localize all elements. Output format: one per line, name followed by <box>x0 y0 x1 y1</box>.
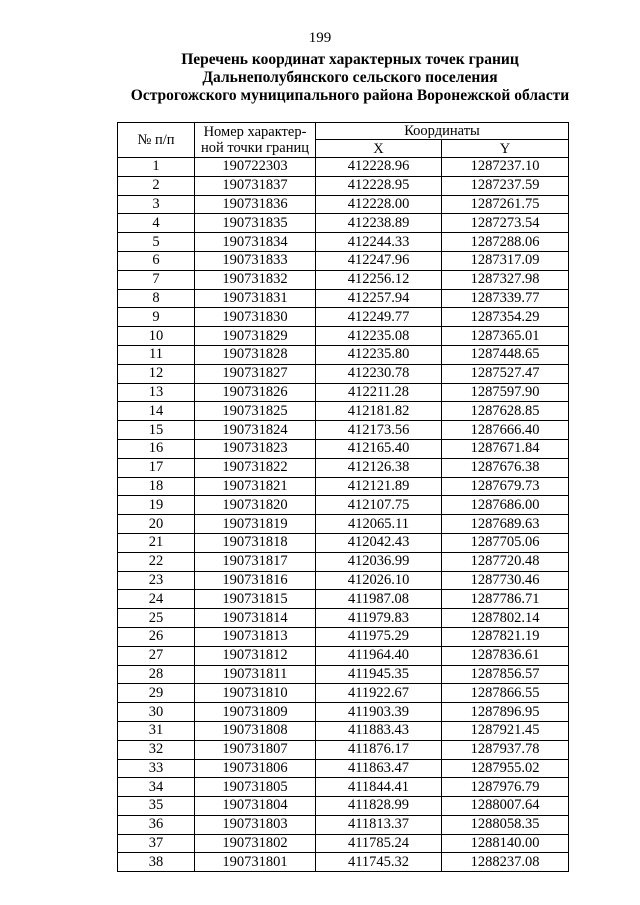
table-row <box>118 571 569 590</box>
cell-x: 412228.96 <box>316 158 442 177</box>
cell-y: 1287628.85 <box>442 402 569 421</box>
table-row <box>118 176 569 195</box>
table-row <box>118 364 569 383</box>
cell-point-id: 190731816 <box>195 571 316 590</box>
table-row <box>118 590 569 609</box>
table-body <box>118 158 569 872</box>
cell-point-id: 190731811 <box>195 665 316 684</box>
header-number: № п/п <box>118 123 195 158</box>
cell-x: 411964.40 <box>316 646 442 665</box>
table-row <box>118 402 569 421</box>
cell-y: 1287671.84 <box>442 439 569 458</box>
cell-y: 1288058.35 <box>442 815 569 834</box>
cell-number: 26 <box>118 627 195 646</box>
table-row <box>118 684 569 703</box>
cell-point-id: 190731804 <box>195 797 316 816</box>
cell-point-id: 190731830 <box>195 308 316 327</box>
cell-y: 1287705.06 <box>442 533 569 552</box>
cell-x: 412181.82 <box>316 402 442 421</box>
cell-point-id: 190731824 <box>195 421 316 440</box>
cell-y: 1287273.54 <box>442 214 569 233</box>
cell-point-id: 190731813 <box>195 627 316 646</box>
cell-point-id: 190731823 <box>195 439 316 458</box>
page-number: 199 <box>308 30 332 46</box>
table-row <box>118 797 569 816</box>
cell-x: 412165.40 <box>316 439 442 458</box>
cell-number: 1 <box>118 158 195 177</box>
cell-number: 22 <box>118 552 195 571</box>
table-row <box>118 665 569 684</box>
cell-y: 1287896.95 <box>442 703 569 722</box>
cell-y: 1287866.55 <box>442 684 569 703</box>
cell-point-id: 190731826 <box>195 383 316 402</box>
cell-number: 15 <box>118 421 195 440</box>
cell-number: 10 <box>118 327 195 346</box>
cell-x: 412235.80 <box>316 345 442 364</box>
cell-x: 412211.28 <box>316 383 442 402</box>
cell-y: 1288237.08 <box>442 853 569 872</box>
cell-y: 1287666.40 <box>442 421 569 440</box>
cell-y: 1287317.09 <box>442 251 569 270</box>
cell-y: 1287237.10 <box>442 158 569 177</box>
cell-number: 12 <box>118 364 195 383</box>
cell-number: 32 <box>118 740 195 759</box>
cell-y: 1287339.77 <box>442 289 569 308</box>
cell-number: 31 <box>118 721 195 740</box>
table-row <box>118 778 569 797</box>
cell-point-id: 190731832 <box>195 270 316 289</box>
table-row <box>118 383 569 402</box>
cell-x: 411844.41 <box>316 778 442 797</box>
table-row <box>118 721 569 740</box>
cell-point-id: 190731820 <box>195 496 316 515</box>
cell-number: 35 <box>118 797 195 816</box>
cell-point-id: 190731814 <box>195 609 316 628</box>
table-row <box>118 195 569 214</box>
cell-y: 1287821.19 <box>442 627 569 646</box>
cell-number: 14 <box>118 402 195 421</box>
cell-y: 1288007.64 <box>442 797 569 816</box>
table-row <box>118 533 569 552</box>
table-row <box>118 327 569 346</box>
table-row <box>118 158 569 177</box>
cell-y: 1287327.98 <box>442 270 569 289</box>
cell-x: 411922.67 <box>316 684 442 703</box>
table-row <box>118 251 569 270</box>
cell-x: 411987.08 <box>316 590 442 609</box>
cell-number: 36 <box>118 815 195 834</box>
cell-point-id: 190731809 <box>195 703 316 722</box>
cell-y: 1287730.46 <box>442 571 569 590</box>
cell-number: 38 <box>118 853 195 872</box>
table-row <box>118 740 569 759</box>
cell-number: 19 <box>118 496 195 515</box>
cell-point-id: 190731827 <box>195 364 316 383</box>
cell-point-id: 190731808 <box>195 721 316 740</box>
cell-y: 1287955.02 <box>442 759 569 778</box>
table-row <box>118 815 569 834</box>
cell-number: 30 <box>118 703 195 722</box>
header-point <box>195 123 316 158</box>
cell-point-id: 190731817 <box>195 552 316 571</box>
table-row <box>118 308 569 327</box>
cell-point-id: 190731819 <box>195 515 316 534</box>
cell-number: 28 <box>118 665 195 684</box>
table-row <box>118 853 569 872</box>
cell-point-id: 190722303 <box>195 158 316 177</box>
table-row <box>118 496 569 515</box>
cell-point-id: 190731818 <box>195 533 316 552</box>
cell-x: 412036.99 <box>316 552 442 571</box>
cell-number: 8 <box>118 289 195 308</box>
cell-y: 1287937.78 <box>442 740 569 759</box>
cell-number: 18 <box>118 477 195 496</box>
cell-y: 1287802.14 <box>442 609 569 628</box>
cell-number: 16 <box>118 439 195 458</box>
cell-point-id: 190731828 <box>195 345 316 364</box>
header-x: X <box>316 140 442 158</box>
cell-x: 412230.78 <box>316 364 442 383</box>
cell-point-id: 190731805 <box>195 778 316 797</box>
cell-x: 411903.39 <box>316 703 442 722</box>
table-row <box>118 439 569 458</box>
cell-x: 412247.96 <box>316 251 442 270</box>
table-row <box>118 289 569 308</box>
cell-y: 1287261.75 <box>442 195 569 214</box>
header-y: Y <box>442 140 569 158</box>
cell-number: 13 <box>118 383 195 402</box>
cell-number: 23 <box>118 571 195 590</box>
cell-y: 1288140.00 <box>442 834 569 853</box>
cell-number: 3 <box>118 195 195 214</box>
cell-number: 5 <box>118 233 195 252</box>
cell-number: 34 <box>118 778 195 797</box>
cell-y: 1287365.01 <box>442 327 569 346</box>
header-point-line: Номер характер- <box>203 124 307 140</box>
cell-x: 411945.35 <box>316 665 442 684</box>
coordinates-table <box>117 122 569 872</box>
cell-point-id: 190731806 <box>195 759 316 778</box>
cell-y: 1287679.73 <box>442 477 569 496</box>
table-row <box>118 214 569 233</box>
title-line: Дальнеполубянского сельского поселения <box>202 69 498 86</box>
table-row <box>118 458 569 477</box>
cell-x: 412042.43 <box>316 533 442 552</box>
cell-x: 412228.00 <box>316 195 442 214</box>
cell-point-id: 190731810 <box>195 684 316 703</box>
table-row <box>118 345 569 364</box>
cell-number: 11 <box>118 345 195 364</box>
cell-number: 6 <box>118 251 195 270</box>
cell-x: 412244.33 <box>316 233 442 252</box>
cell-point-id: 190731812 <box>195 646 316 665</box>
cell-y: 1287836.61 <box>442 646 569 665</box>
table-row <box>118 477 569 496</box>
cell-y: 1287676.38 <box>442 458 569 477</box>
cell-number: 37 <box>118 834 195 853</box>
cell-y: 1287786.71 <box>442 590 569 609</box>
cell-point-id: 190731837 <box>195 176 316 195</box>
table-header-row <box>118 123 569 140</box>
cell-number: 20 <box>118 515 195 534</box>
cell-y: 1287856.57 <box>442 665 569 684</box>
cell-y: 1287237.59 <box>442 176 569 195</box>
cell-x: 412257.94 <box>316 289 442 308</box>
cell-x: 412026.10 <box>316 571 442 590</box>
table-row <box>118 759 569 778</box>
cell-point-id: 190731807 <box>195 740 316 759</box>
cell-number: 21 <box>118 533 195 552</box>
cell-point-id: 190731803 <box>195 815 316 834</box>
cell-number: 24 <box>118 590 195 609</box>
cell-point-id: 190731835 <box>195 214 316 233</box>
cell-y: 1287689.63 <box>442 515 569 534</box>
cell-point-id: 190731836 <box>195 195 316 214</box>
cell-number: 25 <box>118 609 195 628</box>
cell-point-id: 190731825 <box>195 402 316 421</box>
table-row <box>118 515 569 534</box>
cell-x: 411975.29 <box>316 627 442 646</box>
cell-y: 1287448.65 <box>442 345 569 364</box>
document-title <box>0 51 640 105</box>
cell-y: 1287976.79 <box>442 778 569 797</box>
cell-x: 412235.08 <box>316 327 442 346</box>
cell-point-id: 190731831 <box>195 289 316 308</box>
cell-number: 4 <box>118 214 195 233</box>
cell-number: 9 <box>118 308 195 327</box>
cell-number: 33 <box>118 759 195 778</box>
header-coordinates: Координаты <box>316 123 569 140</box>
table-row <box>118 627 569 646</box>
cell-x: 412065.11 <box>316 515 442 534</box>
cell-point-id: 190731829 <box>195 327 316 346</box>
cell-x: 412107.75 <box>316 496 442 515</box>
table-row <box>118 552 569 571</box>
cell-x: 411745.32 <box>316 853 442 872</box>
cell-x: 412228.95 <box>316 176 442 195</box>
cell-x: 411813.37 <box>316 815 442 834</box>
cell-y: 1287527.47 <box>442 364 569 383</box>
cell-number: 29 <box>118 684 195 703</box>
cell-x: 411979.83 <box>316 609 442 628</box>
cell-y: 1287921.45 <box>442 721 569 740</box>
cell-point-id: 190731833 <box>195 251 316 270</box>
table-row <box>118 233 569 252</box>
table-row <box>118 609 569 628</box>
cell-point-id: 190731815 <box>195 590 316 609</box>
table-row <box>118 703 569 722</box>
cell-y: 1287720.48 <box>442 552 569 571</box>
cell-point-id: 190731822 <box>195 458 316 477</box>
cell-x: 411876.17 <box>316 740 442 759</box>
cell-point-id: 190731821 <box>195 477 316 496</box>
table-row <box>118 270 569 289</box>
cell-point-id: 190731801 <box>195 853 316 872</box>
cell-number: 2 <box>118 176 195 195</box>
cell-y: 1287288.06 <box>442 233 569 252</box>
header-point-line: ной точки границ <box>200 140 310 156</box>
cell-x: 412126.38 <box>316 458 442 477</box>
title-line: Перечень координат характерных точек границ <box>181 51 519 68</box>
cell-x: 412121.89 <box>316 477 442 496</box>
title-line: Острогожского муниципального района Воронежской области <box>130 87 570 104</box>
cell-number: 7 <box>118 270 195 289</box>
cell-x: 412173.56 <box>316 421 442 440</box>
table-row <box>118 834 569 853</box>
cell-number: 17 <box>118 458 195 477</box>
cell-y: 1287354.29 <box>442 308 569 327</box>
table-row <box>118 421 569 440</box>
table-row <box>118 646 569 665</box>
cell-number: 27 <box>118 646 195 665</box>
cell-x: 412256.12 <box>316 270 442 289</box>
cell-x: 412249.77 <box>316 308 442 327</box>
cell-x: 411863.47 <box>316 759 442 778</box>
cell-point-id: 190731834 <box>195 233 316 252</box>
cell-point-id: 190731802 <box>195 834 316 853</box>
cell-x: 411785.24 <box>316 834 442 853</box>
cell-x: 411883.43 <box>316 721 442 740</box>
cell-x: 411828.99 <box>316 797 442 816</box>
cell-y: 1287597.90 <box>442 383 569 402</box>
cell-x: 412238.89 <box>316 214 442 233</box>
cell-y: 1287686.00 <box>442 496 569 515</box>
